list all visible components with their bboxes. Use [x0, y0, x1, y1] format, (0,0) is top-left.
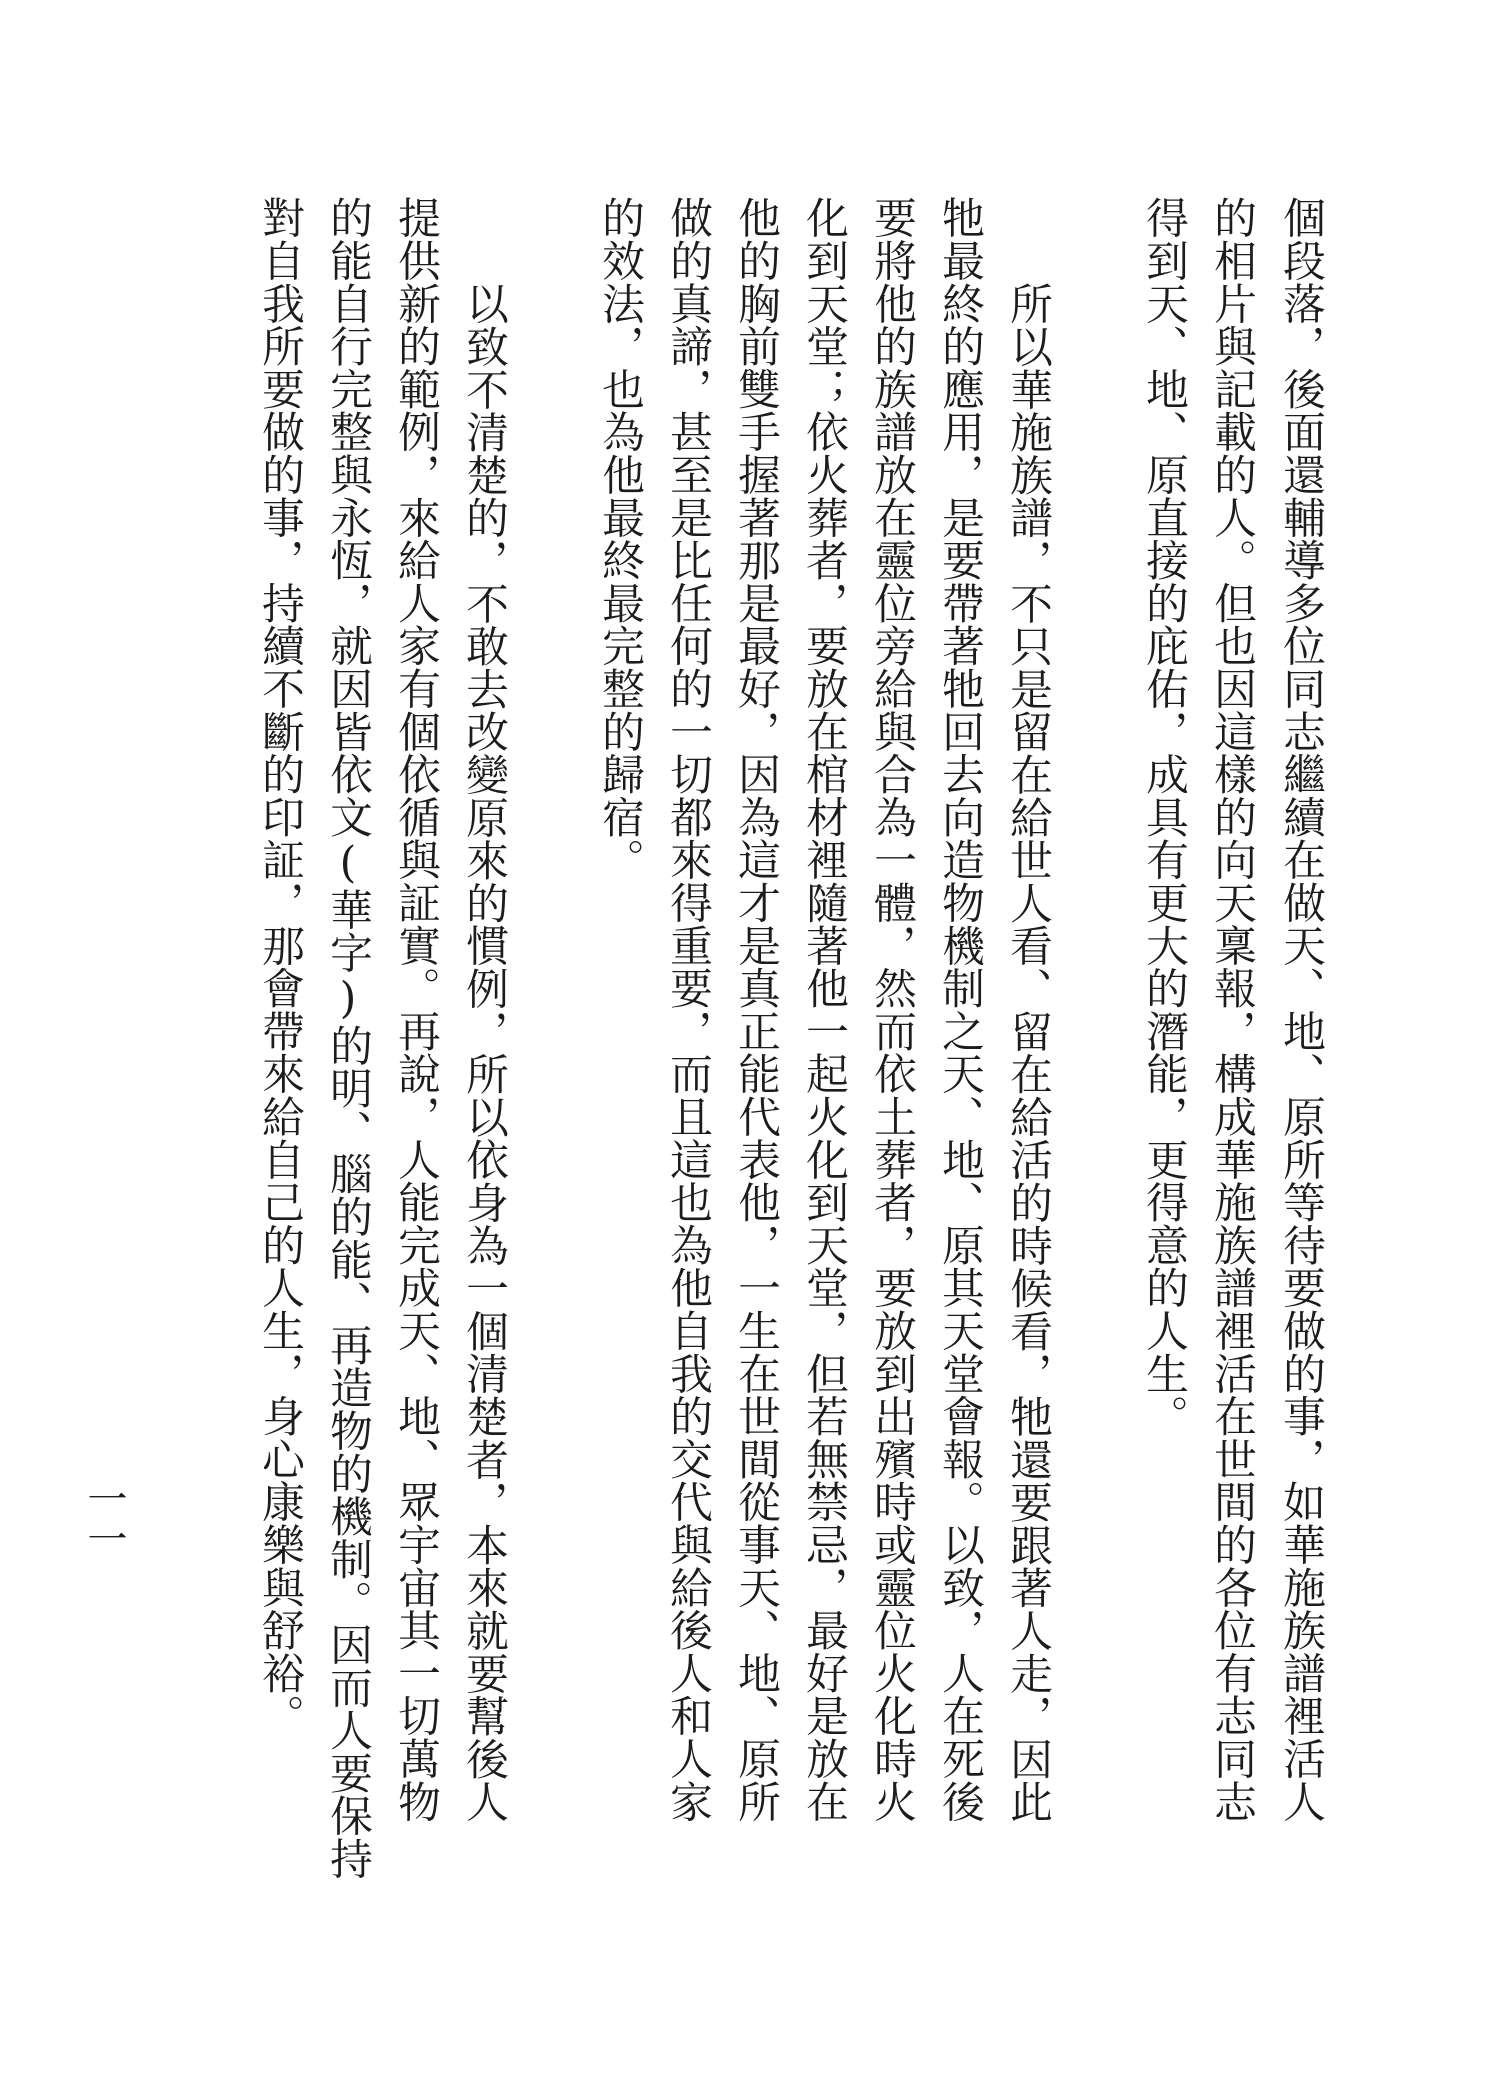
text-column: 牠最終的應用，是要帶著牠回去向造物機制之天、地、原其天堂會報。以致，人在死後	[935, 196, 985, 1823]
text-column: 對自我所要做的事，持續不斷的印証，那會帶來給自己的人生，身心康樂與舒裕。	[255, 196, 305, 1737]
text-column: 的效法，也為他最終最完整的歸宿。	[595, 196, 645, 881]
text-column: 得到天、地、原直接的庇佑，成具有更大的潛能，更得意的人生。	[1139, 196, 1189, 1438]
paragraph-start-column: 所以華施族譜，不只是留在給世人看、留在給活的時候看，牠還要跟著人走，因此	[1003, 282, 1053, 1823]
paragraph-start-column: 以致不清楚的，不敢去改變原來的慣例，所以依身為一個清楚者，本來就要幫後人	[459, 282, 509, 1823]
text-column: 要將他的族譜放在靈位旁給與合為一體，然而依土葬者，要放到出殯時或靈位火化時火	[867, 196, 917, 1823]
text-column: 他的胸前雙手握著那是最好，因為這才是真正能代表他，一生在世間從事天、地、原所	[731, 196, 781, 1823]
page-number: 一一	[81, 1478, 127, 1558]
text-column: 個段落，後面還輔導多位同志繼續在做天、地、原所等待要做的事，如華施族譜裡活人	[1276, 196, 1326, 1823]
text-column: 做的真諦，甚至是比任何的一切都來得重要，而且這也為他自我的交代與給後人和人家	[663, 196, 713, 1823]
text-column: 的相片與記載的人。但也因這樣的向天稟報，構成華施族譜裡活在世間的各位有志同志	[1207, 196, 1257, 1823]
text-column: 提供新的範例，來給人家有個依循與証實。再說，人能完成天、地、眾宇宙其一切萬物	[391, 196, 441, 1823]
text-column: 的能自行完整與永恆，就因皆依文(華字)的明、腦的能、再造物的機制。因而人要保持	[323, 196, 373, 1880]
text-column: 化到天堂；依火葬者，要放在棺材裡隨著他一起火化到天堂，但若無禁忌，最好是放在	[799, 196, 849, 1823]
